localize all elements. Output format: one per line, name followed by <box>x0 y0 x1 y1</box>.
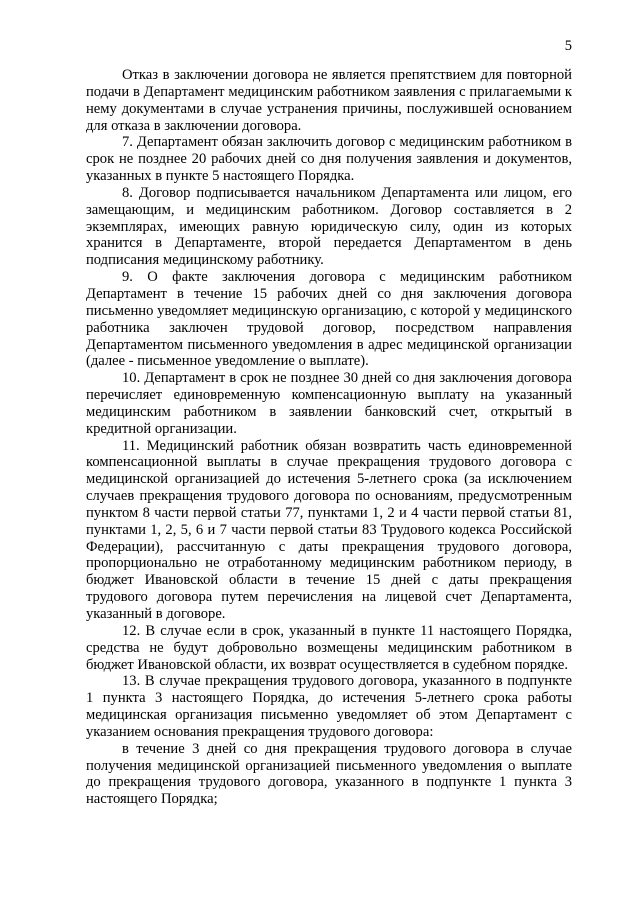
paragraph-13-subitem: в течение 3 дней со дня прекращения трудового договора в случае получения медицинской организацией письменного уведомления о выплате до прекращения трудового договора, указанного в подпункте 1 пункта 3 настоящего Порядка; <box>86 740 572 808</box>
paragraph-11: 11. Медицинский работник обязан возвратить часть единовременной компенсационной выплаты в случае прекращения трудового договора с медицинской организацией до истечения 5-летнего срока (за исключением случаев прекращения трудового договора по основаниям, предусмотренным пунктом 8 части первой статьи 77, пунктами 1, 2 и 4 части первой статьи 81, пунктами 1, 2, 5, 6 и 7 части первой статьи 83 Трудового кодекса Российской Федерации), рассчитанную с даты прекращения трудового договора, пропорционально не отработанному медицинским работником периоду, в бюджет Ивановской области в течение 15 дней с даты прекращения трудового договора путем перечисления на лицевой счет Департамента, указанный в договоре. <box>86 437 572 622</box>
paragraph-7: 7. Департамент обязан заключить договор с медицинским работником в срок не позднее 20 рабочих дней со дня получения заявления и документов, указанных в пункте 5 настоящего Порядка. <box>86 134 572 185</box>
paragraph-9: 9. О факте заключения договора с медицинским работником Департамент в течение 15 рабочих дней со дня заключения договора письменно уведомляет медицинскую организацию, с которой у медицинского работника заключен трудовой договор, посредством направления Департаментом письменного уведомления в адрес медицинской организации (далее - письменное уведомление о выплате). <box>86 269 572 370</box>
page-number: 5 <box>564 38 572 54</box>
paragraph-10: 10. Департамент в срок не позднее 30 дней со дня заключения договора перечисляет единовременную компенсационную выплату на указанный медицинским работником в заявлении банковский счет, открытый в кредитной организации. <box>86 370 572 437</box>
paragraph-12: 12. В случае если в срок, указанный в пункте 11 настоящего Порядка, средства не будут добровольно возмещены медицинским работником в бюджет Ивановской области, их возврат осуществляется в судебном порядке. <box>86 622 572 673</box>
paragraph-8: 8. Договор подписывается начальником Департамента или лицом, его замещающим, и медицинским работником. Договор составляется в 2 экземплярах, имеющих равную юридическую силу, один из которых хранится в Департаменте, второй передается Департаментом в день подписания медицинскому работнику. <box>86 184 572 269</box>
paragraph-refusal-note: Отказ в заключении договора не является препятствием для повторной подачи в Департамент медицинским работником заявления с прилагаемыми к нему документами в случае устранения причины, послужившей основанием для отказа в заключении договора. <box>86 67 572 134</box>
paragraph-13: 13. В случае прекращения трудового договора, указанного в подпункте 1 пункта 3 настоящего Порядка, до истечения 5-летнего срока работы медицинская организация письменно уведомляет об этом Департамент с указанием основания прекращения трудового договора: <box>86 673 572 740</box>
document-body <box>86 67 572 808</box>
